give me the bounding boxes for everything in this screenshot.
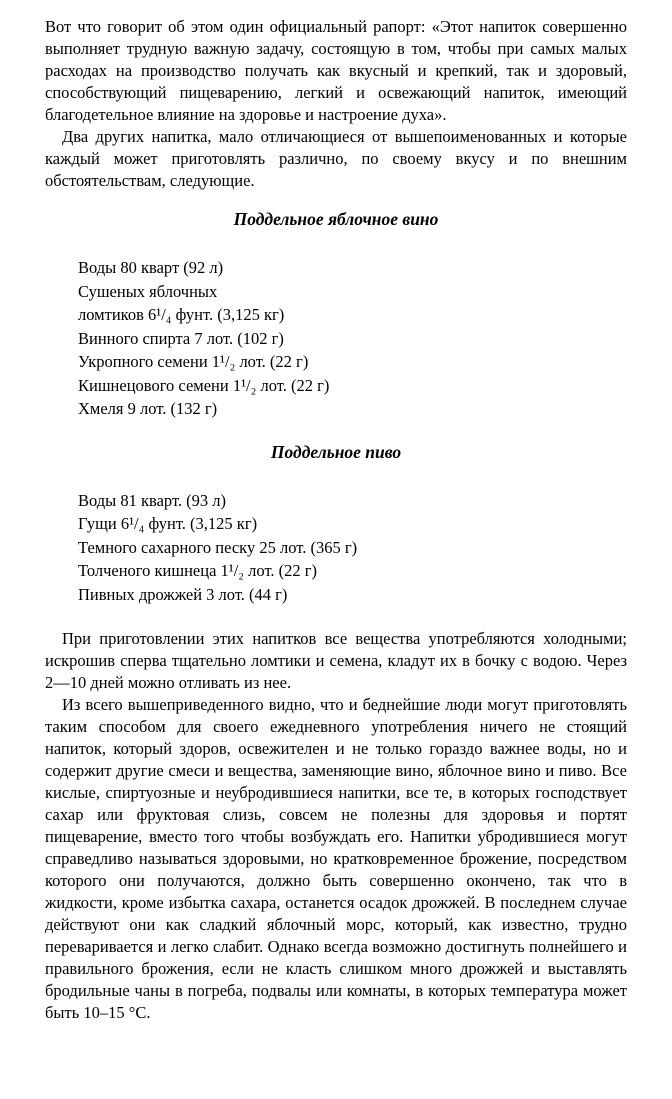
recipe-heading-beer: Поддельное пиво bbox=[270, 441, 402, 462]
recipe-line-wine-spirit: Винного спирта 7 лот. (102 г) bbox=[78, 328, 284, 348]
recipe-line-hops: Хмеля 9 лот. (132 г) bbox=[78, 399, 218, 418]
paragraph-two-other-drinks: Два других напитка, мало отличающиеся от вышепоименованных и которые каждый может приготовлять различно, по своему вкусу и по внешним обстоятельствам, следующие. bbox=[45, 127, 627, 190]
recipe-line-coriander-seed: Кишнецового семени 1¹/₂ лот. (22 г) bbox=[78, 375, 330, 395]
recipe-line-apple-slices: ломтиков 6¹/₄ фунт. (3,125 кг) bbox=[78, 305, 285, 324]
recipe-line-water: Воды 80 кварт (92 л) bbox=[78, 258, 224, 277]
recipe-line-water: Воды 81 кварт. (93 л) bbox=[78, 490, 227, 510]
recipe-list-beer bbox=[78, 489, 627, 607]
recipe-line-dill-seed: Укропного семени 1¹/₂ лот. (22 г) bbox=[78, 352, 309, 371]
paragraph-preparation: При приготовлении этих напитков все вещества употребляются холодными; искрошив сперва тщательно ломтики и семена, кладут их в бочку с водою. Через 2—10 дней можно отливать из нее. bbox=[45, 629, 627, 692]
recipe-line-crushed-coriander: Толченого кишнеца 1¹/₂ лот. (22 г) bbox=[78, 561, 318, 580]
recipe-line-dried-apple: Сушеных яблочных bbox=[78, 281, 218, 301]
recipe-heading-apple-wine: Поддельное яблочное вино bbox=[233, 209, 439, 229]
paragraph-conclusion: Из всего вышеприведенного видно, что и беднейшие люди могут приготовлять таким способом для своего ежедневного употребления ничего не стоящий напиток, который здоров, освежителен и не только гораздо важнее воды, но и содержит другие смеси и вещества, заменяющие вино, яблочное вино и пиво. Все кислые, спиртуозные и неубродившиеся напитки, все те, в которых господствует сахар или фруктовая слизь, совсем не полезны для здоровья и портят пищеварение, вместо того чтобы возбуждать его. Напитки убродившиеся могут справедливо называться здоровыми, но кратковременное брожение, посредством которого они получаются, должно быть совершенно окончено, так что в жидкости, кроме избытка сахара, останется осадок дрожжей. В последнем случае действуют они как сладкий яблочный морс, который, как известно, трудно переваривается и легко слабит. Однако всегда возможно достигнуть полнейшего и правильного брожения, если не класть слишком много дрожжей и выставлять бродильные чаны в погреба, подвалы или комнаты, в которых температура может быть 10–15 °C. bbox=[45, 695, 627, 1022]
paragraph-official-report: Вот что говорит об этом один официальный рапорт: «Этот напиток совершенно выполняет трудную важную задачу, состоящую в том, чтобы при самых малых расходах на производство получать как вкусный и крепкий, так и здоровый, способствующий пищеварению, легкий и освежающий напиток, имеющий благодетельное влияние на здоровье и настроение духа». bbox=[45, 17, 627, 124]
recipe-line-lees: Гущи 6¹/₄ фунт. (3,125 кг) bbox=[78, 514, 258, 533]
recipe-line-beer-yeast: Пивных дрожжей 3 лот. (44 г) bbox=[78, 584, 288, 604]
recipe-line-dark-sugar: Темного сахарного песку 25 лот. (365 г) bbox=[78, 537, 358, 557]
recipe-list-apple-wine bbox=[78, 256, 627, 421]
